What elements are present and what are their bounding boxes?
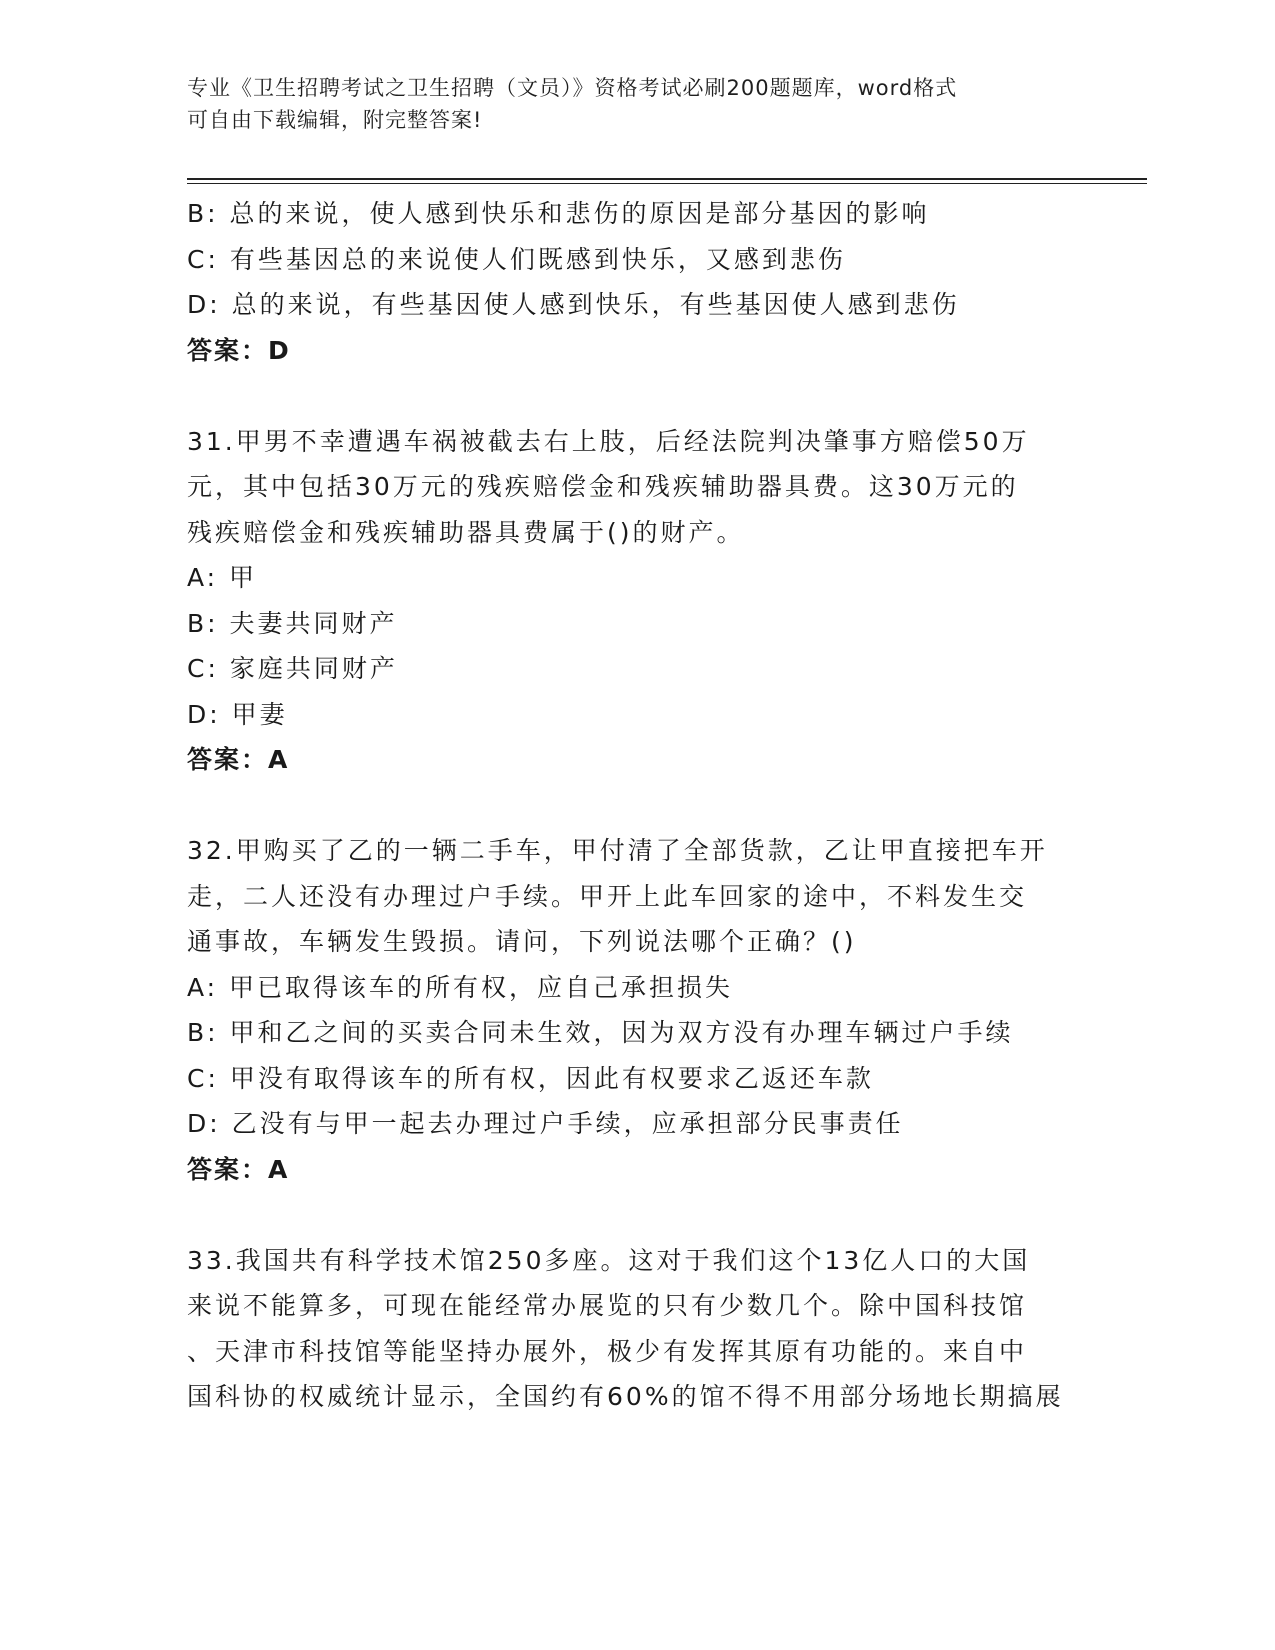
option-c: C: 家庭共同财产 [187, 654, 398, 683]
option-b: B: 总的来说，使人感到快乐和悲伤的原因是部分基因的影响 [187, 199, 930, 228]
page-header [187, 72, 1067, 136]
document-body [187, 191, 1087, 1420]
option-b: B: 甲和乙之间的买卖合同未生效，因为双方没有办理车辆过户手续 [187, 1018, 1014, 1047]
question-text-line: 走，二人还没有办理过户手续。甲开上此车回家的途中，不料发生交 [187, 881, 1028, 911]
option-c: C: 甲没有取得该车的所有权，因此有权要求乙返还车款 [187, 1063, 874, 1093]
question-31 [187, 419, 1087, 783]
question-text-line: 32.甲购买了乙的一辆二手车，甲付清了全部货款，乙让甲直接把车开 [187, 836, 1048, 865]
header-divider-thick [187, 178, 1147, 180]
spacer [187, 373, 1087, 419]
option-c: C: 有些基因总的来说使人们既感到快乐，又感到悲伤 [187, 244, 846, 274]
option-d: D: 乙没有与甲一起去办理过户手续，应承担部分民事责任 [187, 1109, 904, 1138]
question-text-line: 国科协的权威统计显示，全国约有60%的馆不得不用部分场地长期搞展 [187, 1382, 1064, 1411]
answer: 答案：A [187, 1154, 290, 1184]
question-33 [187, 1238, 1087, 1420]
question-text-line: 残疾赔偿金和残疾辅助器具费属于()的财产。 [187, 517, 745, 547]
option-a: A: 甲已取得该车的所有权，应自己承担损失 [187, 972, 734, 1002]
question-30-tail [187, 191, 1087, 373]
spacer [187, 783, 1087, 829]
option-a: A: 甲 [187, 563, 258, 592]
spacer [187, 1192, 1087, 1238]
question-text-line: 33.我国共有科学技术馆250多座。这对于我们这个13亿人口的大国 [187, 1245, 1031, 1275]
question-text-line: 元，其中包括30万元的残疾赔偿金和残疾辅助器具费。这30万元的 [187, 472, 1019, 501]
answer: 答案：A [187, 745, 290, 774]
question-text-line: 通事故，车辆发生毁损。请问，下列说法哪个正确？() [187, 927, 857, 956]
question-text-line: 来说不能算多，可现在能经常办展览的只有少数几个。除中国科技馆 [187, 1291, 1028, 1320]
header-line-1: 专业《卫生招聘考试之卫生招聘（文员）》资格考试必刷200题题库，word格式 [187, 76, 958, 100]
question-32 [187, 828, 1087, 1192]
option-d: D: 总的来说，有些基因使人感到快乐，有些基因使人感到悲伤 [187, 290, 960, 319]
option-b: B: 夫妻共同财产 [187, 608, 398, 638]
question-text-line: 31.甲男不幸遭遇车祸被截去右上肢，后经法院判决肇事方赔偿50万 [187, 426, 1030, 456]
question-text-line: 、天津市科技馆等能坚持办展外，极少有发挥其原有功能的。来自中 [187, 1336, 1028, 1366]
header-line-2: 可自由下载编辑，附完整答案! [187, 108, 483, 132]
answer: 答案：D [187, 335, 291, 365]
option-d: D: 甲妻 [187, 699, 288, 729]
header-divider-thin [187, 183, 1147, 184]
